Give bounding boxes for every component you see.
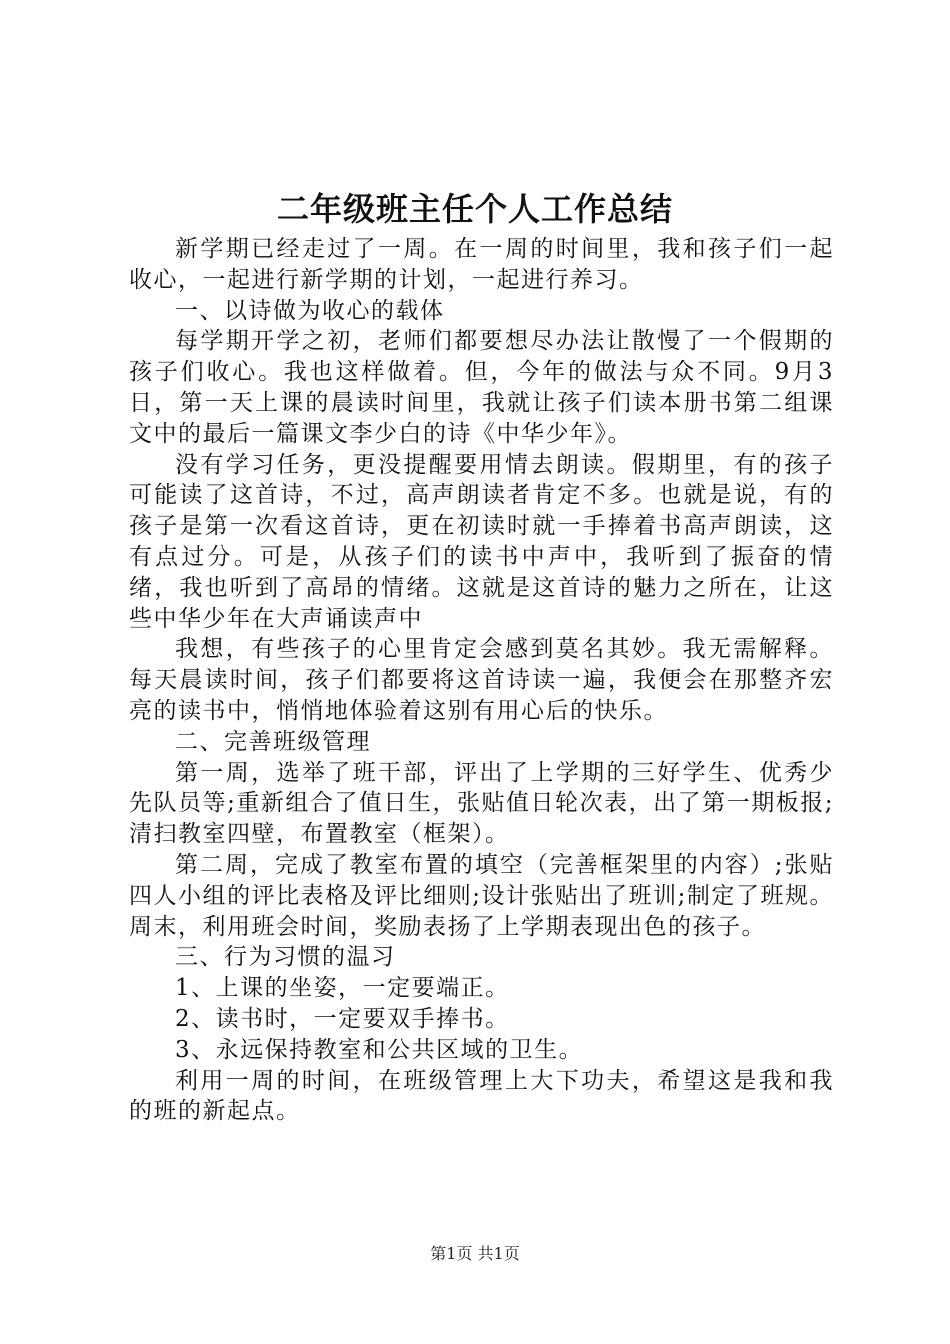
list-item: 1、上课的坐姿，一定要端正。 [175, 975, 510, 1002]
paragraph: 每学期开学之初，老师们都要想尽办法让散慢了一个假期的孩子们收心。我也这样做着。但，今年的做法与众不同。9月3日，第一天上课的晨读时间里，我就让孩子们读本册书第二组课文中的最后一篇课文李少白的诗《中华少年》。 [129, 328, 834, 447]
paragraph: 没有学习任务，更没提醒要用情去朗读。假期里，有的孩子可能读了这首诗，不过，高声朗读者肯定不多。也就是说，有的孩子是第一次看这首诗，更在初读时就一手捧着书高声朗读，这有点过分。可是，从孩子们的读书中声中，我听到了振奋的情绪，我也听到了高昂的情绪。这就是这首诗的魅力之所在，让这些中华少年在大声诵读声中 [129, 451, 834, 632]
page-footer: 第1页 共1页 [430, 1244, 520, 1263]
list-item: 2、读书时，一定要双手捧书。 [175, 1005, 510, 1032]
section-heading-1: 一、以诗做为收心的载体 [175, 297, 445, 324]
document-body [129, 234, 834, 1127]
paragraph-conclusion: 利用一周的时间，在班级管理上大下功夫，希望这是我和我的班的新起点。 [129, 1067, 834, 1125]
list-item: 3、永远保持教室和公共区域的卫生。 [175, 1036, 584, 1063]
section-heading-2: 二、完善班级管理 [175, 728, 371, 755]
paragraph: 第一周，选举了班干部，评出了上学期的三好学生、优秀少先队员等;重新组合了值日生，张贴值日轮次表，出了第一期板报;清扫教室四壁，布置教室（框架）。 [129, 759, 834, 848]
paragraph: 我想，有些孩子的心里肯定会感到莫名其妙。我无需解释。每天晨读时间，孩子们都要将这首诗读一遍，我便会在那整齐宏亮的读书中，悄悄地体验着这别有用心后的快乐。 [129, 636, 834, 724]
section-heading-3: 三、行为习惯的温习 [175, 944, 396, 971]
paragraph: 第二周，完成了教室布置的填空（完善框架里的内容）;张贴四人小组的评比表格及评比细则;设计张贴出了班训;制定了班规。周末，利用班会时间，奖励表扬了上学期表现出色的孩子。 [129, 851, 834, 940]
paragraph-intro: 新学期已经走过了一周。在一周的时间里，我和孩子们一起收心，一起进行新学期的计划，一起进行养习。 [129, 236, 834, 293]
document-title: 二年级班主任个人工作总结 [276, 190, 673, 228]
